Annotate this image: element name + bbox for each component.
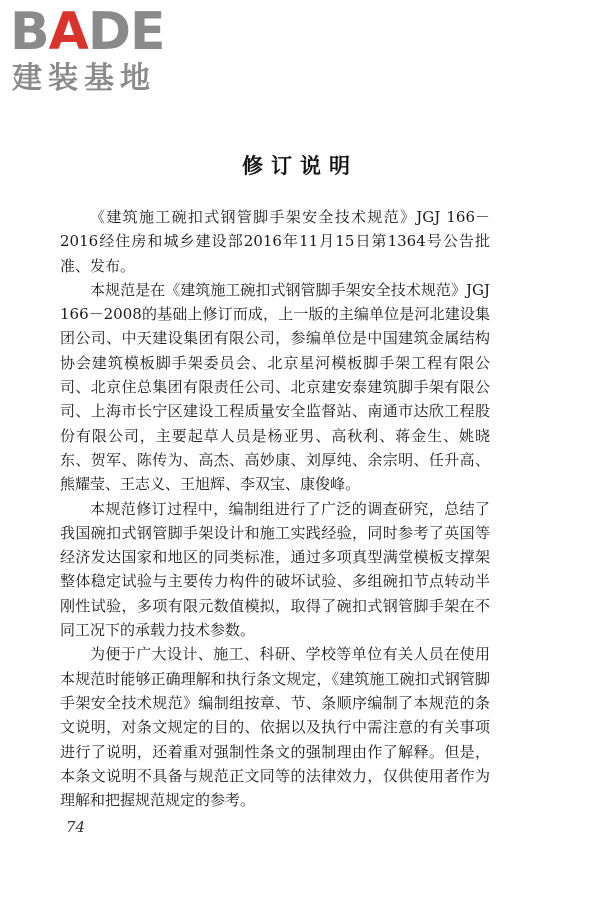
logo-wordmark xyxy=(10,4,165,60)
logo-subtitle: 建装基地 xyxy=(12,61,156,96)
logo-letters-de: DE xyxy=(87,2,165,62)
paragraph-revision-basis: 本规范是在《建筑施工碗扣式钢管脚手架安全技术规范》JGJ 166－2008的基础上修订而成，上一版的主编单位是河北建设集团公司、中天建设集团有限公司，参编单位是中国建筑金属结构协会建筑模板脚手架委员会、北京星河模板脚手架工程有限公司、北京住总集团有限责任公司、北京建安泰建筑脚手架有限公司、上海市长宁区建设工程质量安全监督站、南通市达欣工程股份有限公司，主要起草人员是杨亚男、高秋利、蒋金生、姚晓东、贺军、陈传为、高杰、高妙康、刘厚纯、余宗明、任升高、熊耀莹、王志义、王旭辉、李双宝、康俊峰。 xyxy=(60,280,490,494)
brand-logo xyxy=(10,4,180,104)
logo-letter-b: B xyxy=(10,2,49,62)
paragraph-purpose: 为便于广大设计、施工、科研、学校等单位有关人员在使用本规范时能够正确理解和执行条文规定，《建筑施工碗扣式钢管脚手架安全技术规范》编制组按章、节、条顺序编制了本规范的条文说明，对条文规定的目的、依据以及执行中需注意的有关事项进行了说明，还着重对强制性条文的强制理由作了解释。但是，本条文说明不具备与规范正文同等的法律效力，仅供使用者作为理解和把握规范规定的参考。 xyxy=(60,645,490,810)
page-title: 修订说明 xyxy=(242,154,358,178)
paragraph-approval: 《建筑施工碗扣式钢管脚手架安全技术规范》JGJ 166－2016经住房和城乡建设部2016年11月15日第1364号公告批准、发布。 xyxy=(60,208,490,275)
paragraph-research: 本规范修订过程中，编制组进行了广泛的调查研究，总结了我国碗扣式钢管脚手架设计和施工实践经验，同时参考了英国等经济发达国家和地区的同类标准，通过多项真型满堂模板支撑架整体稳定试验与主要传力构件的破坏试验、多组碗扣节点转动半刚性试验，多项有限元数值模拟，取得了碗扣式钢管脚手架在不同工况下的承载力技术参数。 xyxy=(60,499,490,640)
page-number: 74 xyxy=(66,818,86,836)
document-body xyxy=(60,205,490,812)
logo-letter-a: A xyxy=(48,2,88,62)
